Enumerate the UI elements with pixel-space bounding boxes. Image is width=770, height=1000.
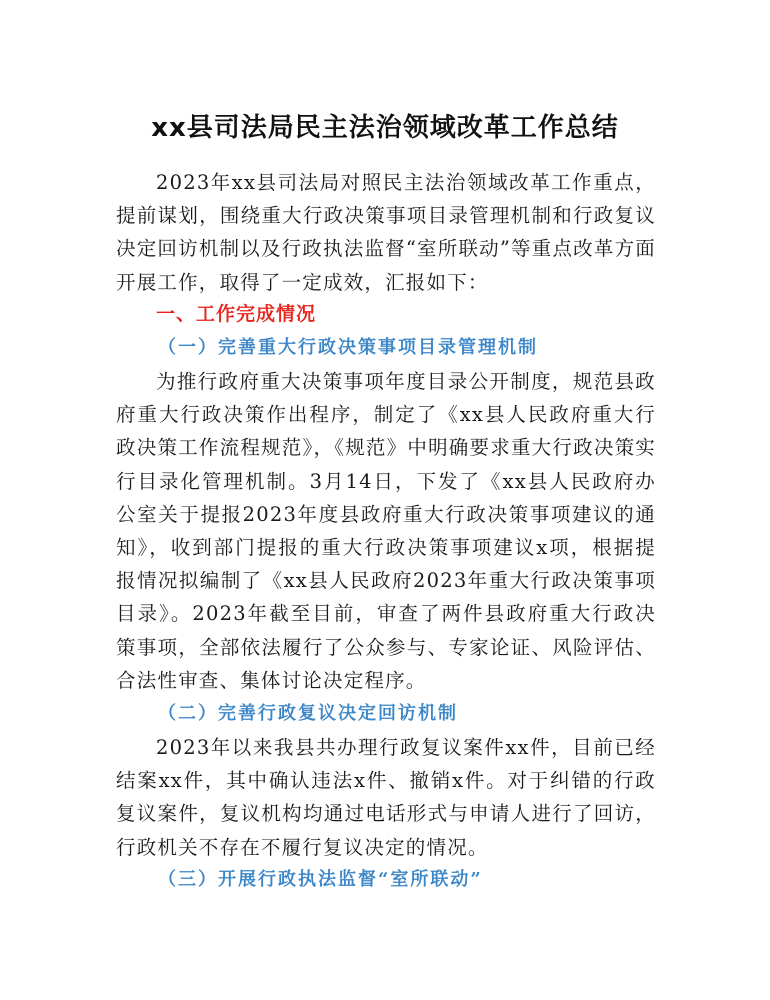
review-followup-paragraph: 2023年以来我县共办理行政复议案件xx件，目前已经结案xx件，其中确认违法x件、撤销x件。对于纠错的行政复议案件，复议机构均通过电话形式与申请人进行了回访，行政机关不存在不履行复议决定的情况。 <box>116 736 656 859</box>
subsection-heading-review-followup: （二）完善行政复议决定回访机制 <box>158 703 458 724</box>
document-title: xx县司法局民主法治领域改革工作总结 <box>151 113 619 143</box>
subsection-heading-enforcement-supervision: （三）开展行政执法监督“室所联动” <box>158 869 483 890</box>
intro-paragraph: 2023年xx县司法局对照民主法治领域改革工作重点，提前谋划，围绕重大行政决策事项目录管理机制和行政复议决定回访机制以及行政执法监督“室所联动”等重点改革方面开展工作，取得了一定成效，汇报如下： <box>116 171 656 294</box>
decision-catalog-paragraph: 为推行政府重大决策事项年度目录公开制度，规范县政府重大行政决策作出程序，制定了《xx县人民政府重大行政决策工作流程规范》，《规范》中明确要求重大行政决策实行目录化管理机制。3月14日，下发了《xx县人民政府办公室关于提报2023年度县政府重大行政决策事项建议的通知》，收到部门提报的重大行政决策事项建议x项，根据提报情况拟编制了《xx县人民政府2023年重大行政决策事项目录》。2023年截至目前，审查了两件县政府重大行政决策事项，全部依法履行了公众参与、专家论证、风险评估、合法性审查、集体讨论决定程序。 <box>116 370 656 692</box>
section-heading-work-completion: 一、工作完成情况 <box>156 303 317 325</box>
subsection-heading-decision-catalog: （一）完善重大行政决策事项目录管理机制 <box>158 337 538 358</box>
